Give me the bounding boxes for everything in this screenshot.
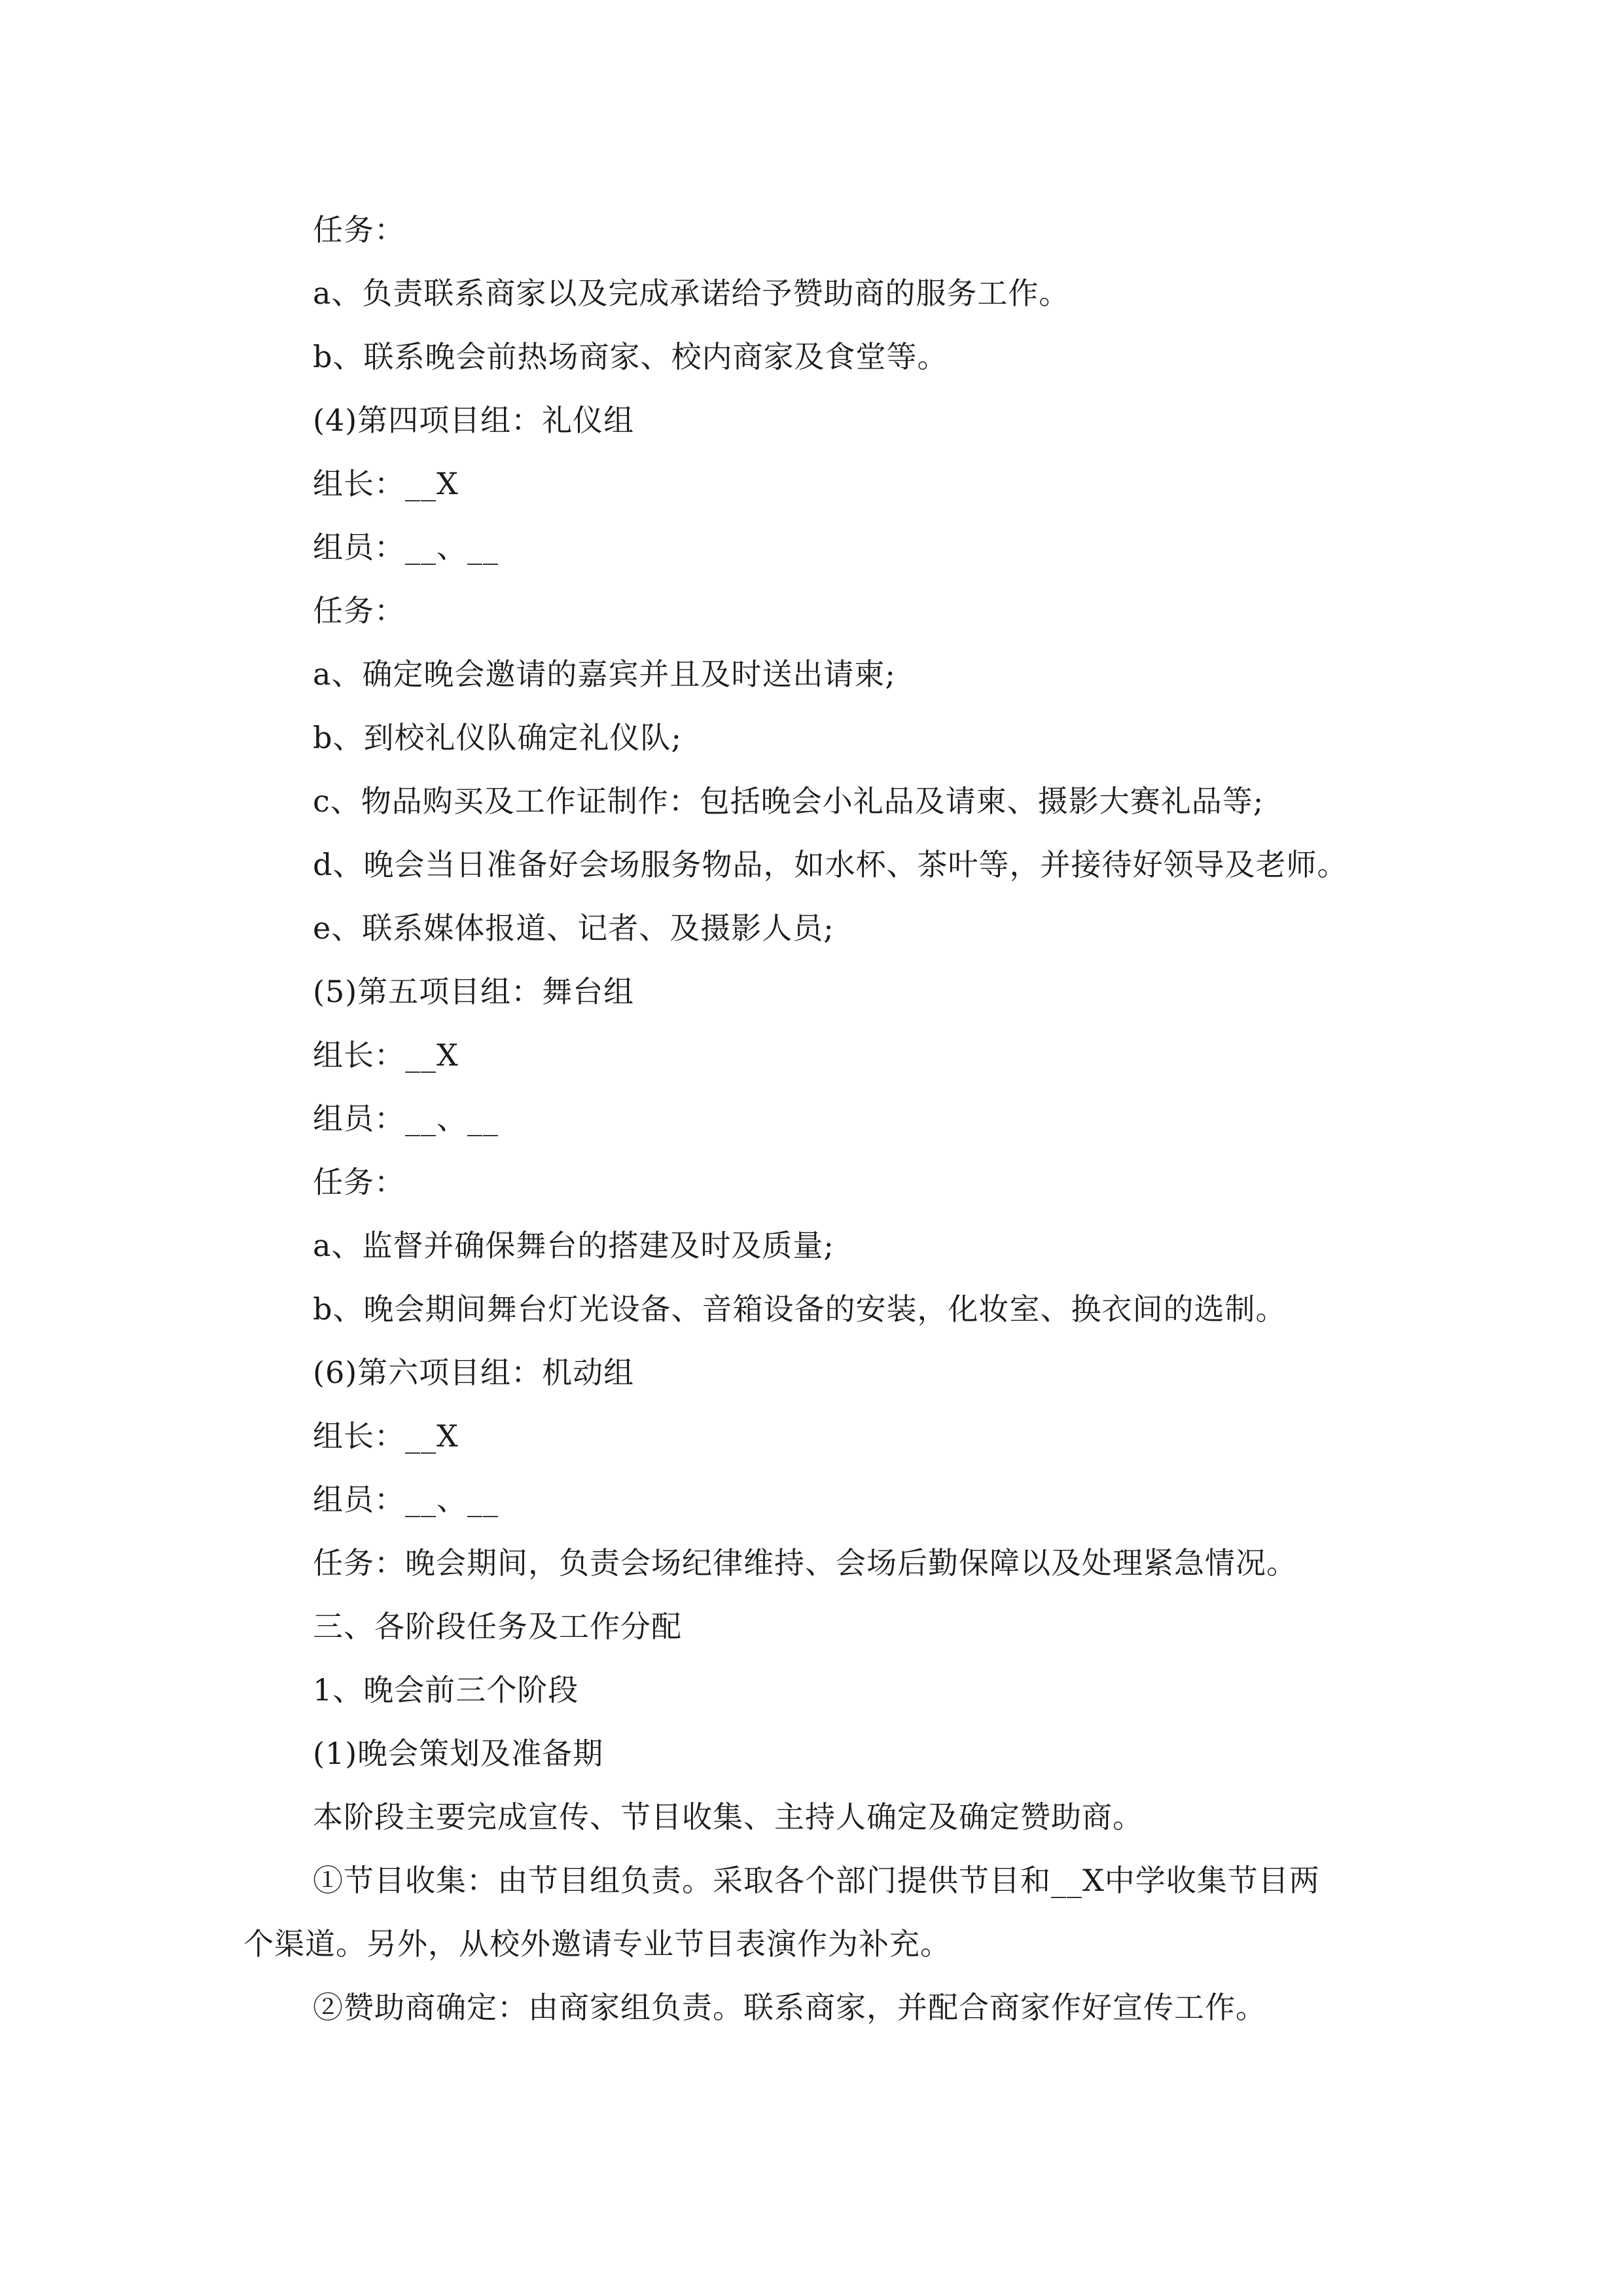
text-line: 任务： (313, 593, 405, 628)
text-line: 组员：__、__ (313, 1482, 499, 1517)
text-line: b、联系晚会前热场商家、校内商家及食堂等。 (313, 339, 948, 374)
text-line: c、物品购买及工作证制作：包括晚会小礼品及请柬、摄影大赛礼品等; (313, 783, 1264, 819)
text-line: d、晚会当日准备好会场服务物品，如水杯、茶叶等，并接待好领导及老师。 (313, 847, 1348, 882)
text-line: ②赞助商确定：由商家组负责。联系商家，并配合商家作好宣传工作。 (313, 1990, 1266, 2025)
text-line: ①节目收集：由节目组负责。采取各个部门提供节目和__X中学收集节目两 (313, 1863, 1320, 1898)
section-heading: (6)第六项目组：机动组 (313, 1355, 635, 1390)
text-line: 组员：__、__ (313, 529, 499, 565)
text-line: a、监督并确保舞台的搭建及时及质量; (313, 1228, 834, 1263)
text-line: 任务：晚会期间，负责会场纪律维持、会场后勤保障以及处理紧急情况。 (313, 1545, 1297, 1581)
text-line: 本阶段主要完成宣传、节目收集、主持人确定及确定赞助商。 (313, 1799, 1143, 1835)
text-line: 组长：__X (313, 1037, 459, 1073)
section-heading: (1)晚会策划及准备期 (313, 1736, 604, 1771)
text-line: e、联系媒体报道、记者、及摄影人员; (313, 910, 834, 946)
text-line: 组长：__X (313, 466, 459, 501)
section-heading: (5)第五项目组：舞台组 (313, 974, 635, 1009)
section-heading: 三、各阶段任务及工作分配 (313, 1609, 682, 1644)
section-heading: (4)第四项目组：礼仪组 (313, 403, 635, 438)
text-line: a、确定晚会邀请的嘉宾并且及时送出请柬; (313, 656, 896, 692)
text-line: 任务： (313, 1164, 405, 1200)
text-line: 个渠道。另外，从校外邀请专业节目表演作为补充。 (243, 1926, 951, 1962)
text-line: 组长：__X (313, 1418, 459, 1454)
text-line: 组员：__、__ (313, 1101, 499, 1136)
section-heading: 1、晚会前三个阶段 (313, 1672, 579, 1708)
text-line: b、晚会期间舞台灯光设备、音箱设备的安装，化妆室、换衣间的选制。 (313, 1291, 1287, 1327)
text-line: b、到校礼仪队确定礼仪队; (313, 720, 682, 755)
text-line: 任务： (313, 212, 405, 247)
text-line: a、负责联系商家以及完成承诺给予赞助商的服务工作。 (313, 276, 1070, 311)
